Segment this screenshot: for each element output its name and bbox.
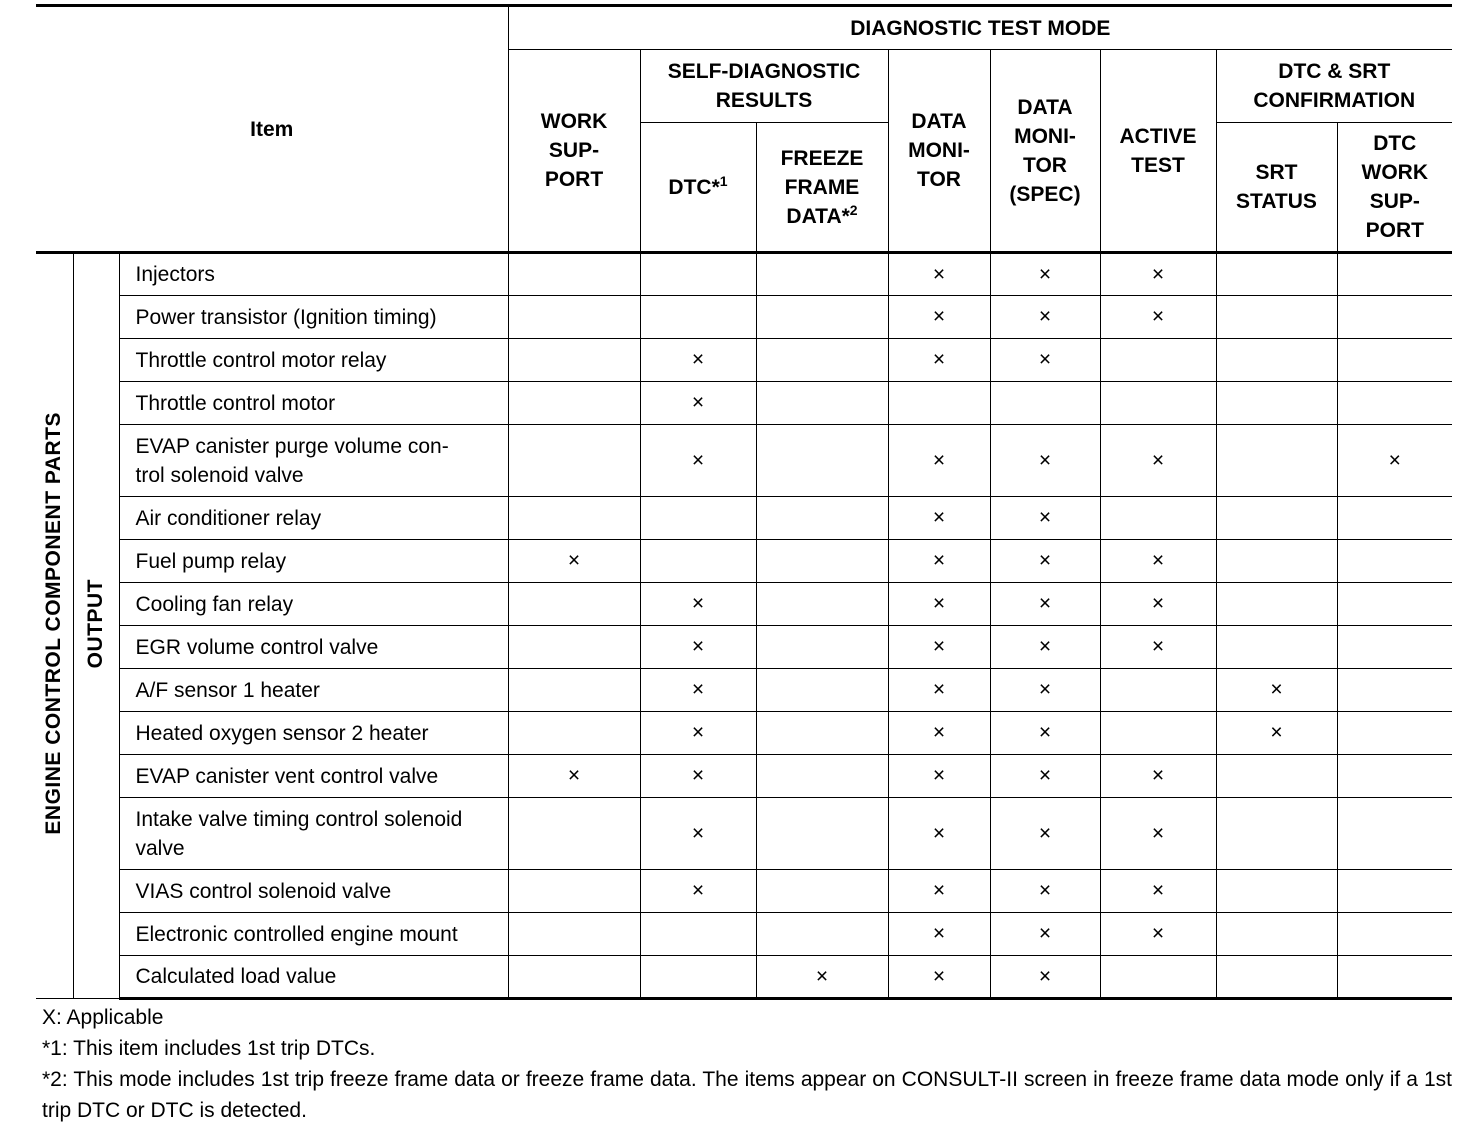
data-monitor-spec-cell xyxy=(990,913,1100,956)
freeze-frame-data-header xyxy=(756,123,888,253)
applicable-mark: × xyxy=(1151,764,1165,787)
item-name: Air conditioner relay xyxy=(119,497,508,540)
freeze-frame-data-cell xyxy=(756,956,888,999)
work-support-cell xyxy=(508,626,640,669)
active-test-cell xyxy=(1100,253,1216,296)
note-applicable: X: Applicable xyxy=(42,1006,164,1029)
dtc-cell xyxy=(640,712,756,755)
data-monitor-spec-line-4: (SPEC) xyxy=(1009,182,1081,206)
table-row xyxy=(36,425,1452,497)
work-support-line-2: SUP- xyxy=(548,139,600,162)
applicable-mark: × xyxy=(1038,592,1052,615)
work-support-cell xyxy=(508,755,640,798)
active-test-cell xyxy=(1100,956,1216,999)
dtc-cell xyxy=(640,253,756,296)
applicable-mark: × xyxy=(1151,635,1165,658)
table-row xyxy=(36,540,1452,583)
applicable-mark: × xyxy=(932,635,946,658)
freeze-frame-line-1: FREEZE xyxy=(780,146,864,170)
applicable-mark: × xyxy=(1038,678,1052,701)
srt-status-header xyxy=(1216,123,1337,253)
applicable-mark: × xyxy=(1151,592,1165,615)
applicable-mark: × xyxy=(1270,678,1283,701)
applicable-mark: × xyxy=(1038,964,1052,988)
srt-status-cell xyxy=(1216,339,1337,382)
data-monitor-cell xyxy=(888,956,990,999)
data-monitor-spec-line-3: TOR xyxy=(1023,153,1067,177)
data-monitor-cell xyxy=(888,497,990,540)
dtc-cell xyxy=(640,583,756,626)
table-row xyxy=(36,382,1452,425)
data-monitor-cell xyxy=(888,870,990,913)
freeze-frame-data-cell xyxy=(756,870,888,913)
dtc-work-support-cell xyxy=(1337,626,1452,669)
footnotes xyxy=(42,1002,1452,1126)
applicable-mark: × xyxy=(1038,448,1052,472)
work-support-line-3: PORT xyxy=(544,168,604,191)
applicable-mark: × xyxy=(1151,821,1165,845)
freeze-frame-data-cell xyxy=(756,382,888,425)
dtc-cell xyxy=(640,669,756,712)
data-monitor-spec-cell xyxy=(990,626,1100,669)
data-monitor-spec-cell xyxy=(990,339,1100,382)
active-test-cell xyxy=(1100,913,1216,956)
table-row xyxy=(36,798,1452,870)
freeze-frame-line-2: FRAME xyxy=(784,175,860,199)
active-test-header xyxy=(1100,50,1216,253)
item-name: VIAS control solenoid valve xyxy=(119,870,508,913)
freeze-frame-data-cell xyxy=(756,913,888,956)
applicable-mark: × xyxy=(932,592,946,615)
dtc-footnote-mark: 1 xyxy=(719,172,728,189)
srt-status-cell xyxy=(1216,712,1337,755)
dtc-work-support-cell xyxy=(1337,339,1452,382)
work-support-cell xyxy=(508,540,640,583)
applicable-mark: × xyxy=(1038,305,1052,328)
item-name: Electronic controlled engine mount xyxy=(119,913,508,956)
applicable-mark: × xyxy=(691,592,705,615)
srt-status-cell xyxy=(1216,497,1337,540)
note-footnote-2: *2: This mode includes 1st trip freeze frame data or freeze frame data. The items appear on CONSULT-II screen in freeze frame data mode only if a 1st trip DTC or DTC is detected. xyxy=(42,1068,1452,1122)
srt-status-cell xyxy=(1216,626,1337,669)
table-row xyxy=(36,626,1452,669)
srt-status-line-2: STATUS xyxy=(1236,190,1317,213)
table-row xyxy=(36,583,1452,626)
dtc-work-support-cell xyxy=(1337,870,1452,913)
note-footnote-1: *1: This item includes 1st trip DTCs. xyxy=(42,1037,376,1060)
dtc-work-support-cell xyxy=(1337,425,1452,497)
data-monitor-cell xyxy=(888,540,990,583)
applicable-mark: × xyxy=(1038,721,1052,744)
work-support-cell xyxy=(508,583,640,626)
applicable-mark: × xyxy=(691,391,705,414)
applicable-mark: × xyxy=(691,448,705,472)
table-row xyxy=(36,497,1452,540)
work-support-cell xyxy=(508,497,640,540)
table-row xyxy=(36,669,1452,712)
applicable-mark: × xyxy=(932,348,946,371)
data-monitor-cell xyxy=(888,253,990,296)
active-test-cell xyxy=(1100,669,1216,712)
applicable-mark: × xyxy=(932,721,946,744)
item-name: Power transistor (Ignition timing) xyxy=(119,296,508,339)
item-name: Injectors xyxy=(119,253,508,296)
freeze-frame-data-cell xyxy=(756,253,888,296)
applicable-mark: × xyxy=(1038,821,1052,845)
item-name: A/F sensor 1 heater xyxy=(119,669,508,712)
dtc-work-support-cell xyxy=(1337,583,1452,626)
applicable-mark: × xyxy=(1038,879,1052,902)
dtc-work-support-cell xyxy=(1337,253,1452,296)
dtc-work-support-cell xyxy=(1337,956,1452,999)
freeze-frame-data-cell xyxy=(756,540,888,583)
dtc-cell xyxy=(640,913,756,956)
data-monitor-header xyxy=(888,50,990,253)
srt-status-cell xyxy=(1216,755,1337,798)
dtc-work-support-cell xyxy=(1337,755,1452,798)
data-monitor-spec-cell xyxy=(990,540,1100,583)
dtc-cell xyxy=(640,798,756,870)
table-row xyxy=(36,296,1452,339)
active-test-cell xyxy=(1100,755,1216,798)
freeze-frame-data-cell xyxy=(756,712,888,755)
freeze-frame-data-cell xyxy=(756,669,888,712)
data-monitor-cell xyxy=(888,626,990,669)
active-test-cell xyxy=(1100,296,1216,339)
diagnostic-test-mode-table xyxy=(36,4,1452,1000)
dtc-cell xyxy=(640,339,756,382)
data-monitor-line-3: TOR xyxy=(917,168,961,191)
item-name: EGR volume control valve xyxy=(119,626,508,669)
data-monitor-spec-line-1: DATA xyxy=(1017,95,1073,119)
work-support-cell xyxy=(508,913,640,956)
applicable-mark: × xyxy=(1038,549,1052,572)
item-name: Throttle control motor xyxy=(119,382,508,425)
freeze-frame-line-3: DATA* xyxy=(786,204,850,228)
freeze-frame-data-cell xyxy=(756,626,888,669)
srt-status-cell xyxy=(1216,296,1337,339)
applicable-mark: × xyxy=(932,549,946,572)
work-support-cell xyxy=(508,956,640,999)
work-support-cell xyxy=(508,382,640,425)
item-name: Throttle control motor relay xyxy=(119,339,508,382)
item-name: Intake valve timing control solenoid valve xyxy=(119,798,508,870)
dtc-cell xyxy=(640,755,756,798)
data-monitor-spec-cell xyxy=(990,669,1100,712)
work-support-cell xyxy=(508,425,640,497)
srt-status-cell xyxy=(1216,425,1337,497)
dtc-srt-confirmation-header xyxy=(1216,50,1452,123)
dtc-srt-line-1: DTC & SRT xyxy=(1278,60,1391,83)
freeze-frame-data-cell xyxy=(756,583,888,626)
dtc-cell xyxy=(640,382,756,425)
item-name: Heated oxygen sensor 2 heater xyxy=(119,712,508,755)
applicable-mark: × xyxy=(1038,348,1052,371)
item-name: Calculated load value xyxy=(119,956,508,999)
table-row xyxy=(36,870,1452,913)
table-row xyxy=(36,755,1452,798)
data-monitor-spec-cell xyxy=(990,497,1100,540)
applicable-mark: × xyxy=(1151,448,1165,472)
data-monitor-cell xyxy=(888,382,990,425)
table-row xyxy=(36,253,1452,296)
work-support-cell xyxy=(508,339,640,382)
data-monitor-line-1: DATA xyxy=(911,110,967,133)
applicable-mark: × xyxy=(932,922,946,945)
work-support-cell xyxy=(508,712,640,755)
active-test-cell xyxy=(1100,798,1216,870)
active-test-cell xyxy=(1100,626,1216,669)
data-monitor-spec-cell xyxy=(990,296,1100,339)
dtc-work-support-cell xyxy=(1337,497,1452,540)
data-monitor-cell xyxy=(888,669,990,712)
applicable-mark: × xyxy=(567,549,581,572)
applicable-mark: × xyxy=(932,678,946,701)
applicable-mark: × xyxy=(691,821,705,845)
subgroup-label: OUTPUT xyxy=(84,578,107,669)
self-diagnostic-results-header xyxy=(640,50,888,123)
applicable-mark: × xyxy=(1038,262,1052,286)
data-monitor-spec-cell xyxy=(990,712,1100,755)
work-support-cell xyxy=(508,253,640,296)
applicable-mark: × xyxy=(1151,305,1165,328)
data-monitor-spec-cell xyxy=(990,425,1100,497)
applicable-mark: × xyxy=(932,305,946,328)
srt-status-cell xyxy=(1216,870,1337,913)
item-name: EVAP canister vent control valve xyxy=(119,755,508,798)
dtc-work-support-cell xyxy=(1337,296,1452,339)
srt-status-cell xyxy=(1216,382,1337,425)
diagnostic-test-mode-header: DIAGNOSTIC TEST MODE xyxy=(508,6,1452,50)
dtc-srt-line-2: CONFIRMATION xyxy=(1253,89,1416,112)
work-support-cell xyxy=(508,870,640,913)
dtc-work-support-line-3: SUP- xyxy=(1369,190,1420,213)
applicable-mark: × xyxy=(691,635,705,658)
data-monitor-cell xyxy=(888,913,990,956)
item-name: Cooling fan relay xyxy=(119,583,508,626)
self-diagnostic-line-2: RESULTS xyxy=(715,89,813,112)
dtc-work-support-cell xyxy=(1337,540,1452,583)
srt-status-line-1: SRT xyxy=(1255,161,1298,184)
dtc-cell xyxy=(640,626,756,669)
dtc-cell xyxy=(640,296,756,339)
active-test-line-2: TEST xyxy=(1131,153,1185,177)
applicable-mark: × xyxy=(1151,262,1165,286)
data-monitor-spec-line-2: MONI- xyxy=(1014,124,1076,148)
dtc-cell xyxy=(640,870,756,913)
active-test-cell xyxy=(1100,712,1216,755)
data-monitor-cell xyxy=(888,339,990,382)
applicable-mark: × xyxy=(815,964,829,988)
item-column-header: Item xyxy=(36,6,508,253)
applicable-mark: × xyxy=(691,764,705,787)
applicable-mark: × xyxy=(932,262,946,286)
data-monitor-cell xyxy=(888,425,990,497)
applicable-mark: × xyxy=(691,348,705,371)
srt-status-cell xyxy=(1216,956,1337,999)
srt-status-cell xyxy=(1216,798,1337,870)
applicable-mark: × xyxy=(932,964,946,988)
dtc-cell xyxy=(640,540,756,583)
freeze-frame-data-cell xyxy=(756,425,888,497)
applicable-mark: × xyxy=(691,678,705,701)
subgroup-label-cell xyxy=(73,253,119,999)
applicable-mark: × xyxy=(567,764,581,787)
self-diagnostic-line-1: SELF-DIAGNOSTIC xyxy=(667,60,861,83)
applicable-mark: × xyxy=(932,506,946,529)
srt-status-cell xyxy=(1216,913,1337,956)
work-support-cell xyxy=(508,798,640,870)
applicable-mark: × xyxy=(1388,448,1401,472)
freeze-frame-data-cell xyxy=(756,497,888,540)
srt-status-cell xyxy=(1216,669,1337,712)
data-monitor-cell xyxy=(888,583,990,626)
applicable-mark: × xyxy=(691,879,705,902)
active-test-cell xyxy=(1100,540,1216,583)
data-monitor-cell xyxy=(888,755,990,798)
data-monitor-cell xyxy=(888,712,990,755)
applicable-mark: × xyxy=(1151,879,1165,902)
table-body xyxy=(36,253,1452,999)
dtc-work-support-cell xyxy=(1337,669,1452,712)
srt-status-cell xyxy=(1216,253,1337,296)
item-name: Fuel pump relay xyxy=(119,540,508,583)
applicable-mark: × xyxy=(1038,764,1052,787)
applicable-mark: × xyxy=(932,764,946,787)
work-support-cell xyxy=(508,296,640,339)
work-support-line-1: WORK xyxy=(540,110,608,133)
data-monitor-line-2: MONI- xyxy=(908,139,970,162)
data-monitor-spec-cell xyxy=(990,382,1100,425)
applicable-mark: × xyxy=(932,448,946,472)
applicable-mark: × xyxy=(1151,549,1165,572)
active-test-cell xyxy=(1100,382,1216,425)
dtc-cell xyxy=(640,956,756,999)
data-monitor-cell xyxy=(888,296,990,339)
dtc-work-support-cell xyxy=(1337,798,1452,870)
srt-status-cell xyxy=(1216,540,1337,583)
table-row xyxy=(36,956,1452,999)
applicable-mark: × xyxy=(691,721,705,744)
applicable-mark: × xyxy=(1151,922,1165,945)
dtc-label: DTC* xyxy=(668,175,720,199)
dtc-cell xyxy=(640,425,756,497)
active-test-cell xyxy=(1100,870,1216,913)
data-monitor-spec-cell xyxy=(990,253,1100,296)
group-label: ENGINE CONTROL COMPONENT PARTS xyxy=(42,412,66,835)
active-test-cell xyxy=(1100,339,1216,382)
data-monitor-spec-cell xyxy=(990,583,1100,626)
dtc-work-support-cell xyxy=(1337,712,1452,755)
applicable-mark: × xyxy=(1038,506,1052,529)
dtc-work-support-cell xyxy=(1337,382,1452,425)
freeze-frame-data-cell xyxy=(756,798,888,870)
data-monitor-spec-cell xyxy=(990,755,1100,798)
applicable-mark: × xyxy=(932,879,946,902)
active-test-line-1: ACTIVE xyxy=(1119,124,1197,148)
data-monitor-spec-cell xyxy=(990,798,1100,870)
srt-status-cell xyxy=(1216,583,1337,626)
dtc-header xyxy=(640,123,756,253)
active-test-cell xyxy=(1100,497,1216,540)
applicable-mark: × xyxy=(1270,721,1283,744)
dtc-cell xyxy=(640,497,756,540)
group-label-cell xyxy=(36,253,73,999)
freeze-frame-footnote-mark: 2 xyxy=(849,201,858,218)
table-row xyxy=(36,712,1452,755)
table-row xyxy=(36,913,1452,956)
dtc-work-support-line-2: WORK xyxy=(1361,161,1429,184)
dtc-work-support-cell xyxy=(1337,913,1452,956)
freeze-frame-data-cell xyxy=(756,296,888,339)
data-monitor-spec-cell xyxy=(990,956,1100,999)
dtc-work-support-line-1: DTC xyxy=(1373,132,1417,155)
data-monitor-spec-header xyxy=(990,50,1100,253)
work-support-header xyxy=(508,50,640,253)
data-monitor-cell xyxy=(888,798,990,870)
freeze-frame-data-cell xyxy=(756,339,888,382)
active-test-cell xyxy=(1100,583,1216,626)
freeze-frame-data-cell xyxy=(756,755,888,798)
applicable-mark: × xyxy=(1038,635,1052,658)
applicable-mark: × xyxy=(1038,922,1052,945)
applicable-mark: × xyxy=(932,821,946,845)
dtc-work-support-line-4: PORT xyxy=(1365,219,1424,242)
data-monitor-spec-cell xyxy=(990,870,1100,913)
active-test-cell xyxy=(1100,425,1216,497)
dtc-work-support-header xyxy=(1337,123,1452,253)
item-name: EVAP canister purge volume con- trol solenoid valve xyxy=(119,425,508,497)
table-row xyxy=(36,339,1452,382)
work-support-cell xyxy=(508,669,640,712)
